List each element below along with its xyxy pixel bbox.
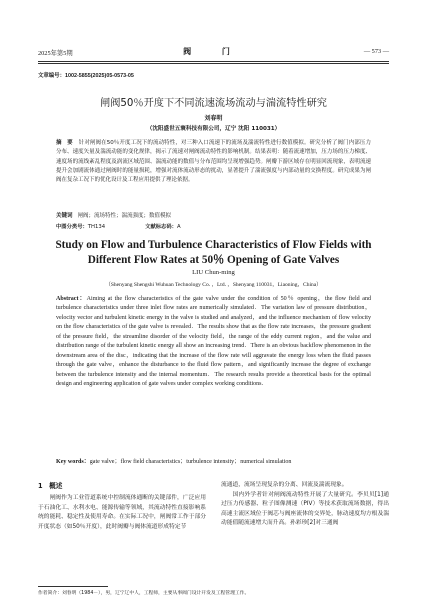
section-heading: 1 概述 — [38, 482, 63, 490]
issue-label: 2025年第5期 — [38, 50, 73, 57]
document-id: 文章编号：1002-5855(2025)05-0573-05 — [38, 73, 134, 79]
body-paragraph: 闸阀作为工业管道系统中控制流体通断的关键部件，广泛应用于石油化工、水利水电、能源传输等领域，其流动特性直接影响系统的能耗、稳定性及使用寿命。在实际工况中，闸阀常工作于部分开度状态（如50％开度），此时阀瓣与阀体流道形成特定节 — [38, 495, 206, 530]
english-abstract — [56, 295, 371, 390]
english-affiliation: （Shenyang Shengshi Wuhuan Technology Co．，Ltd．，Shenyang 110031，Liaoning，China） — [105, 282, 322, 288]
header-rule-thin — [38, 63, 389, 64]
body-column-right — [221, 481, 389, 529]
journal-name: 阀 门 — [183, 46, 244, 56]
chinese-abstract — [56, 139, 371, 185]
english-abstract-label: Abstract： — [56, 296, 87, 302]
author-footnote: 作者简介：刘春明（1984－），男，辽宁辽中人，工程师，主要从事阀门设计开发及工程管理工作。 — [38, 591, 250, 596]
chinese-affiliation: （沈阳盛世五寰科技有限公司，辽宁 沈阳 110031） — [146, 126, 281, 132]
classification-line — [56, 222, 371, 230]
chinese-keywords — [56, 211, 371, 219]
english-keywords — [56, 456, 371, 465]
english-title-line-2: Different Flow Rates at 50％ Opening of Gate Valves — [87, 253, 340, 266]
chinese-abstract-text: 针对闸阀在50％开度工况下的流动特性，对三种入口流速下的流场及湍流特性进行数值模拟。研究分析了阀门内部压力分布、速度矢量及湍流动能的变化规律，揭示了流速对闸阀流动特性的影响机制。结果表明：随着流速增加，压力场的压力梯度、速度场的流线紊乱程度及涡流区域范围、湍流动能的数值与分布范围均呈现增强趋势。闸瓣下游区域存在明显回流现象，表明流速提升会加剧流体通过闸阀时的能量损耗，增强对流体流动形态的扰动，显著提升了湍流强度与内部动量的交换程度。研究成果为闸阀在复杂工况下的优化设计及工程应用提供了理论依据。 — [56, 140, 371, 184]
english-title-line-1: Study on Flow and Turbulence Characteristics of Flow Fields with — [55, 239, 372, 251]
clc-label: 中图分类号： — [56, 224, 88, 230]
chinese-keywords-label: 关键词 — [56, 213, 73, 219]
body-paragraph: 国内外学者针对闸阀流动特性开展了大量研究。李贝贝[1]通过压力传感器、粒子图像测速（PIV）等技术获取流场数据，得出高速主流区域位于阀芯与阀座流体的交界处，脉动速度均方根及湍动能值随流速增大而升高。孙彩珍[2]对三通阀 — [221, 491, 389, 527]
body-paragraph-continued: 流通道，流场呈现复杂的分离、回流及湍流现象。 — [221, 482, 348, 488]
body-column-left — [38, 494, 206, 532]
doc-code-value: A — [176, 224, 181, 230]
footnote-rule — [38, 586, 108, 587]
chinese-author: 刘春明 — [204, 115, 223, 122]
chinese-keywords-text: 闸阀；流场特性；湍流强度；数值模拟 — [77, 213, 172, 219]
clc-value: TH134 — [87, 224, 106, 230]
running-header — [38, 46, 389, 58]
chinese-title: 闸阀50％开度下不同流速流场流动与湍流特性研究 — [100, 98, 327, 109]
english-keywords-label: Key words： — [56, 459, 90, 465]
chinese-abstract-label: 摘 要 — [56, 140, 73, 146]
page-number: — 573 — — [363, 48, 389, 55]
english-title — [0, 238, 427, 267]
doc-code-label: 文献标志码： — [145, 224, 177, 230]
english-author: LIU Chun-ming — [192, 269, 235, 276]
english-abstract-text: Aiming at the flow characteristics of the gate valve under the condition of 50％ opening，the flow field and turbulence characteristics under three inlet flow rates are numerically simulated．The variation law of pressure distribution，velocity vector and turbulent kinetic energy in the valve is studied and analyzed，and the influence mechanism of flow velocity on the flow characteristics of the gate valve is revealed．The results show that as the flow rate increases，the pressure gradient of the pressure field，the streamline disorder of the velocity field，the range of the eddy current region，and the value and distribution range of the turbulent kinetic energy all show an increasing trend．There is an obvious backflow phenomenon in the downstream area of the disc，indicating that the increase of the flow rate will aggravate the energy loss when the fluid passes through the gate valve，enhance the disturbance to the fluid flow pattern，and significantly increase the degree of exchange between the turbulence intensity and the internal momentum．The research results provide a theoretical basis for the optimal design and engineering application of gate valves under complex working conditions． — [56, 296, 371, 388]
english-keywords-text: gate valve；flow field characteristics；turbulence intensity；numerical simulation — [89, 459, 292, 465]
